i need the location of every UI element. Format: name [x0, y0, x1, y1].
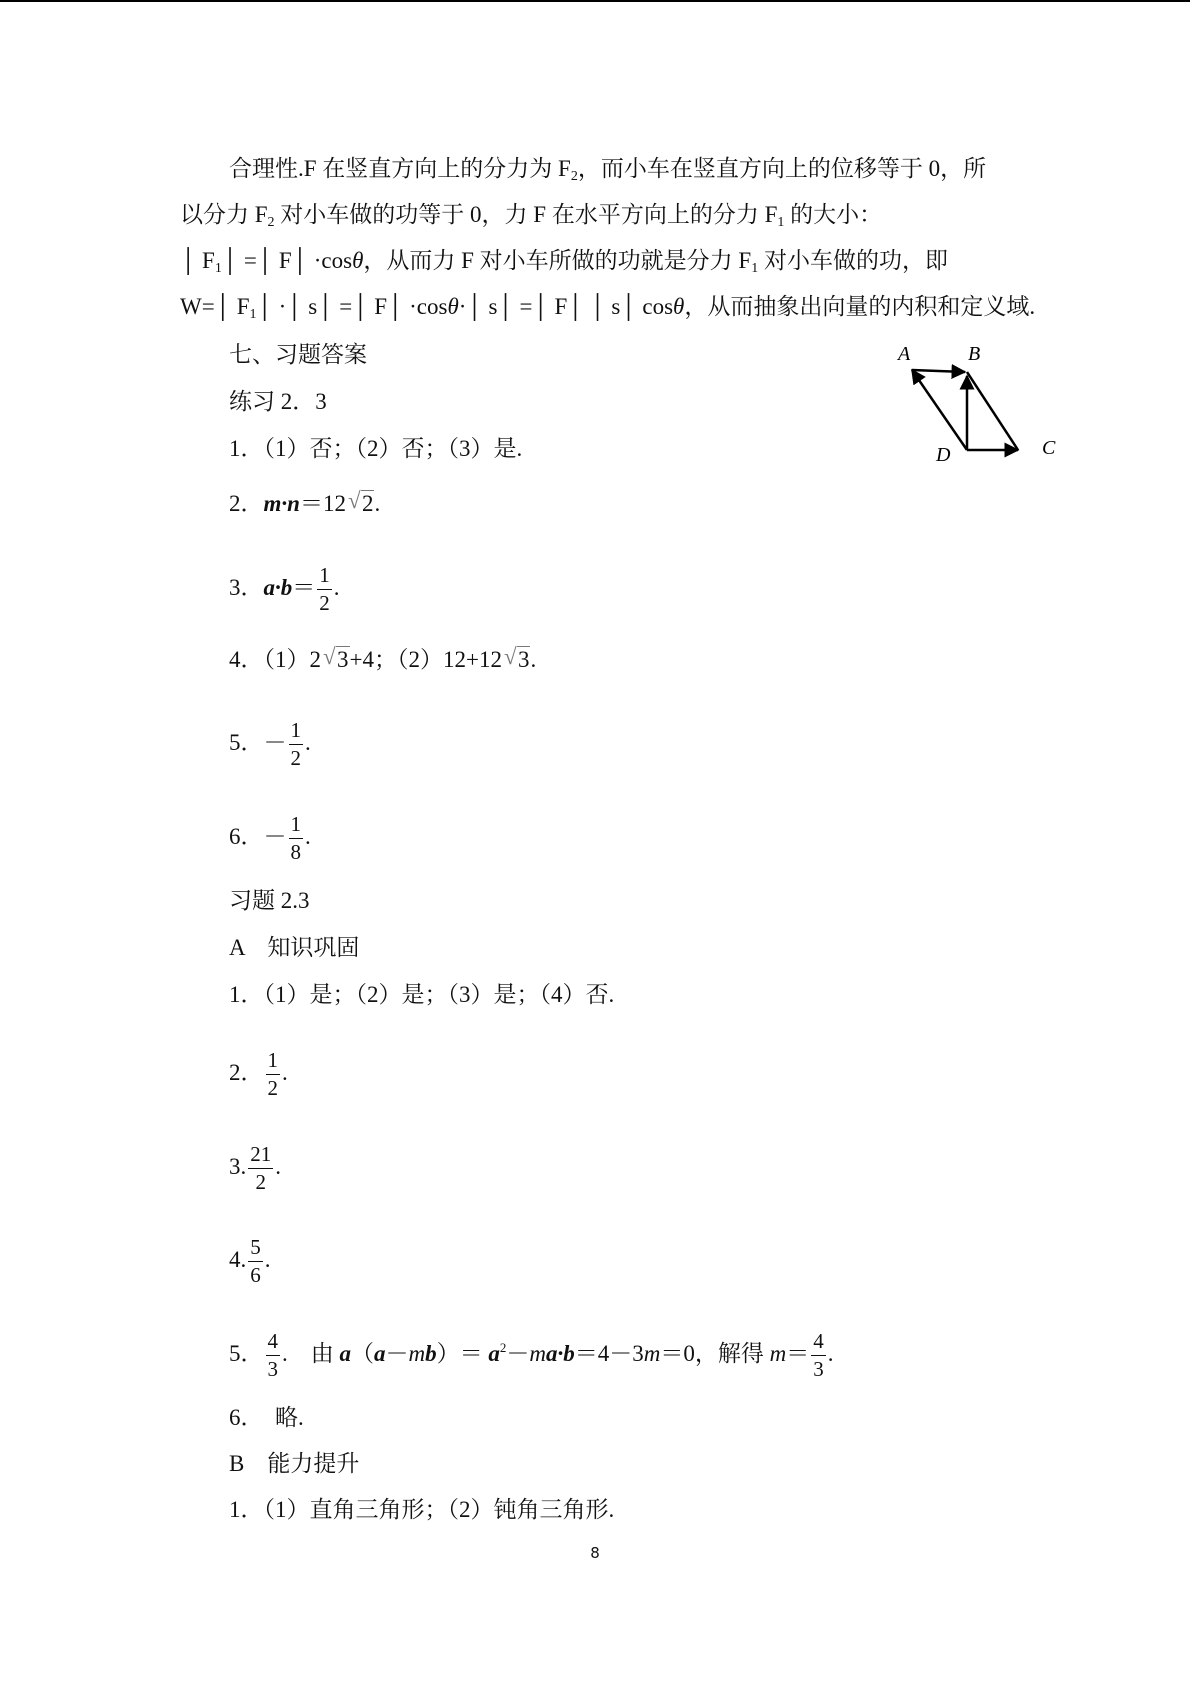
- exercise-a-answer-4: 4. $\frac{5}{6}$ .: [229, 1235, 271, 1287]
- fraction: $\frac{1}{2}$: [267, 1048, 278, 1100]
- intro-line-2: 以分力 $F_2$ 对小车做的功等于 0，力 F 在水平方向上的分力 $F_1$ 的大小：: [180, 202, 883, 230]
- intro-line-4: W=│ $F_1│$ ·│ s│ =│ F│ ·cosθ·│ s│ =│ F│ │ s│ cosθ，从而抽象出向量的内积和定义域.: [180, 294, 1036, 322]
- vector-da: [912, 370, 967, 450]
- intro-line-3: │ $F_1│$ =│ F│ ·cosθ，从而力 F 对小车所做的功就是分力 $F_1$ 对小车做的功，即: [180, 248, 948, 276]
- practice-title: 练习 2．3: [229, 389, 327, 414]
- practice-answer-2: 2．m·n＝12 √ 2.: [229, 489, 380, 519]
- sqrt-symbol: √ 2: [347, 488, 374, 516]
- part-a-heading: A 知识巩固: [229, 935, 360, 960]
- exercise-a-answer-5: 5． $\frac{4}{3}$ . 由 $a(a-mb)= a^2-ma\cdot b=4-3m=0$，解得 m＝ $\frac{4}{3}$ .: [229, 1329, 834, 1381]
- fraction: $\frac{21}{2}$: [250, 1142, 272, 1194]
- practice-answer-4: 4．（1）2 √ 3+4；（2）12+12 √ 3.: [229, 645, 536, 675]
- segment-bc: [967, 372, 1018, 450]
- exercises-title: 习题 2.3: [229, 888, 310, 913]
- practice-answer-1: 1．（1）否；（2）否；（3）是.: [229, 436, 523, 461]
- fraction: $\frac{1}{8}$: [290, 812, 301, 864]
- fraction: $\frac{5}{6}$: [250, 1235, 261, 1287]
- exercise-a-answer-6: 6． 略.: [229, 1405, 304, 1430]
- part-b-heading: B 能力提升: [229, 1451, 360, 1476]
- fraction: $\frac{4}{3}$: [267, 1329, 278, 1381]
- section-title: 七、习题答案: [229, 342, 367, 367]
- sqrt-symbol: √ 3: [503, 644, 530, 672]
- vector-ab: [912, 370, 965, 372]
- label-b: B: [968, 343, 981, 365]
- practice-answer-6: 6．－ $\frac{1}{8}$ .: [229, 812, 311, 864]
- fraction: $\frac{1}{2}$: [290, 718, 301, 770]
- practice-answer-3: 3．a·b＝ $\frac{1}{2}$ .: [229, 563, 340, 615]
- page-number: 8: [590, 1544, 600, 1562]
- exercise-a-answer-1: 1．（1）是；（2）是；（3）是；（4）否.: [229, 982, 615, 1007]
- fraction: $\frac{4}{3}$: [813, 1329, 824, 1381]
- exercise-b-answer-1: 1．（1）直角三角形；（2）钝角三角形.: [229, 1497, 615, 1522]
- label-d: D: [936, 444, 951, 466]
- fraction: $\frac{1}{2}$: [319, 563, 330, 615]
- label-a: A: [898, 343, 911, 365]
- parallelogram-figure: [890, 340, 1070, 470]
- top-rule: [0, 0, 1190, 2]
- sqrt-symbol: √ 3: [323, 644, 349, 672]
- practice-answer-5: 5．－ $\frac{1}{2}$ .: [229, 718, 311, 770]
- intro-line-1: 合理性.F 在竖直方向上的分力为 $F_2$，而小车在竖直方向上的位移等于 0，所: [229, 156, 987, 184]
- label-c: C: [1042, 437, 1056, 459]
- exercise-a-answer-2: 2． $\frac{1}{2}$ .: [229, 1048, 288, 1100]
- exercise-a-answer-3: 3. $\frac{21}{2}$ .: [229, 1142, 281, 1194]
